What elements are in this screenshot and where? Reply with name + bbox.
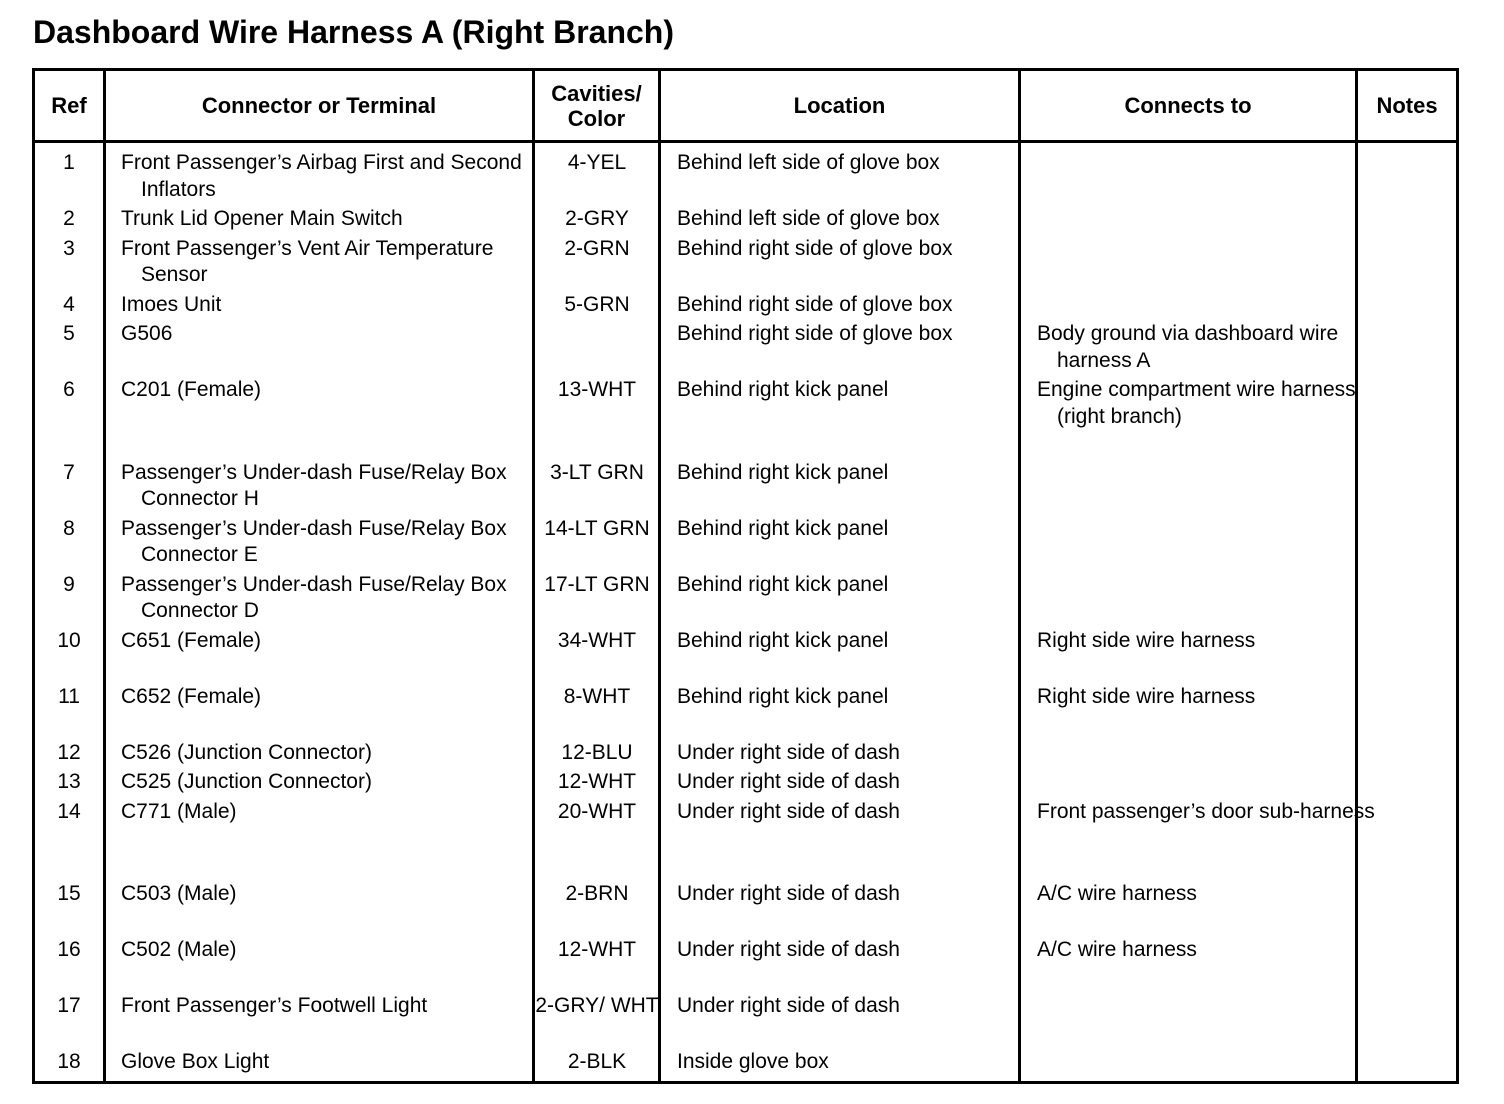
row-cavities: 14-LT GRN (544, 516, 650, 540)
table-row (35, 460, 1456, 516)
table-row (35, 684, 1456, 740)
row-cavities: 2-GRY/ WHT (535, 994, 659, 1017)
row-connector: G506 (121, 322, 173, 345)
row-connector: Passenger’s Under-dash Fuse/Relay Box Connector D (121, 572, 507, 622)
row-location: Behind right kick panel (677, 516, 889, 540)
row-cavities: 20-WHT (557, 799, 637, 823)
row-ref: 10 (57, 628, 81, 652)
header-cavities-line1: Cavities/ (551, 80, 642, 106)
row-ref: 3 (63, 236, 75, 260)
row-cavities: 2-BLK (567, 1050, 627, 1073)
header-divider (35, 140, 1456, 143)
row-cavities: 2-BRN (565, 882, 629, 905)
row-cavities: 12-BLU (561, 740, 633, 764)
row-connects-to: Right side wire harness (1037, 684, 1256, 708)
table-row (35, 321, 1456, 377)
row-ref: 9 (63, 572, 75, 596)
row-connects-to: Front passenger’s door sub-harness (1037, 799, 1375, 823)
header-connector: Connector or Terminal (201, 93, 437, 118)
row-connector: Front Passenger’s Footwell Light (121, 994, 428, 1017)
row-connects-to: A/C wire harness (1037, 882, 1197, 905)
row-connector: C652 (Female) (121, 684, 262, 708)
table-row (35, 516, 1456, 572)
table-row (35, 937, 1456, 993)
page-title: Dashboard Wire Harness A (Right Branch) (33, 14, 674, 50)
table-row (35, 292, 1456, 322)
header-location: Location (793, 93, 886, 118)
row-cavities: 8-WHT (563, 684, 631, 708)
row-location: Behind right kick panel (677, 572, 889, 596)
row-connects-to: Body ground via dashboard wire harness A (1037, 322, 1339, 372)
row-location: Behind right kick panel (677, 684, 889, 708)
row-connector: Front Passenger’s Airbag First and Second Inflators (121, 151, 522, 201)
row-ref: 18 (57, 1050, 81, 1073)
row-ref: 14 (57, 799, 81, 823)
row-connector: Imoes Unit (121, 292, 222, 316)
table-row (35, 881, 1456, 937)
row-cavities: 5-GRN (564, 292, 630, 316)
row-location: Behind right kick panel (677, 460, 889, 484)
table-row (35, 572, 1456, 628)
row-ref: 11 (58, 684, 80, 708)
row-ref: 5 (63, 322, 75, 345)
table-body (35, 150, 1456, 1079)
row-connector: C651 (Female) (121, 628, 262, 652)
row-connector: C526 (Junction Connector) (121, 740, 372, 764)
row-location: Under right side of dash (677, 770, 900, 793)
row-location: Behind right side of glove box (677, 292, 953, 316)
row-ref: 15 (57, 882, 81, 905)
row-cavities: 2-GRY (565, 207, 629, 230)
row-connects-to: Engine compartment wire harness (right branch) (1037, 378, 1356, 428)
row-location: Under right side of dash (677, 882, 900, 905)
row-ref: 7 (63, 460, 75, 484)
header-ref: Ref (51, 93, 87, 118)
table-row (35, 206, 1456, 236)
row-cavities: 12-WHT (557, 938, 637, 961)
row-ref: 2 (63, 207, 75, 230)
row-location: Behind left side of glove box (677, 207, 940, 230)
row-connector: C771 (Male) (121, 799, 237, 823)
row-ref: 17 (57, 994, 81, 1017)
header-cavities-line2: Color (567, 105, 626, 131)
row-connects-to: A/C wire harness (1037, 938, 1197, 961)
table-row (35, 769, 1456, 799)
header-connects-to: Connects to (1124, 93, 1252, 118)
header-notes: Notes (1376, 93, 1438, 118)
row-location: Under right side of dash (677, 938, 900, 961)
row-location: Behind right kick panel (677, 628, 889, 652)
row-connector: C503 (Male) (121, 882, 237, 905)
harness-table (32, 68, 1459, 1084)
row-location: Inside glove box (677, 1050, 829, 1073)
row-ref: 13 (57, 770, 81, 793)
row-ref: 12 (57, 740, 81, 764)
row-ref: 16 (57, 938, 81, 961)
row-connector: Front Passenger’s Vent Air Temperature Sensor (121, 236, 494, 286)
row-connector: Passenger’s Under-dash Fuse/Relay Box Connector H (121, 460, 507, 510)
row-cavities: 34-WHT (557, 628, 637, 652)
row-cavities: 12-WHT (557, 770, 637, 793)
row-cavities: 3-LT GRN (550, 460, 644, 484)
row-connector: Passenger’s Under-dash Fuse/Relay Box Connector E (121, 516, 507, 566)
row-connector: Glove Box Light (121, 1050, 270, 1073)
table-row (35, 150, 1456, 206)
row-location: Under right side of dash (677, 740, 900, 764)
row-location: Under right side of dash (677, 994, 900, 1017)
row-connector: C525 (Junction Connector) (121, 770, 372, 793)
row-location: Behind right kick panel (677, 378, 889, 401)
table-row (35, 236, 1456, 292)
row-location: Behind left side of glove box (677, 151, 940, 174)
row-ref: 1 (63, 151, 75, 174)
row-connector: C201 (Female) (121, 378, 262, 401)
row-location: Behind right side of glove box (677, 236, 953, 260)
table-row (35, 740, 1456, 770)
row-cavities: 17-LT GRN (544, 572, 650, 596)
row-cavities: 2-GRN (564, 236, 630, 260)
table-row (35, 799, 1456, 882)
row-location: Behind right side of glove box (677, 322, 953, 345)
row-ref: 8 (63, 516, 75, 540)
row-cavities: 4-YEL (567, 151, 627, 174)
table-row (35, 628, 1456, 684)
table-row (35, 1049, 1456, 1079)
row-ref: 4 (63, 292, 75, 316)
row-connects-to: Right side wire harness (1037, 628, 1256, 652)
row-connector: C502 (Male) (121, 938, 237, 961)
header-cavities (535, 71, 658, 140)
row-connector: Trunk Lid Opener Main Switch (121, 207, 403, 230)
table-row (35, 377, 1456, 460)
row-cavities: 13-WHT (557, 378, 637, 401)
row-ref: 6 (63, 378, 75, 401)
row-location: Under right side of dash (677, 799, 900, 823)
table-row (35, 993, 1456, 1049)
